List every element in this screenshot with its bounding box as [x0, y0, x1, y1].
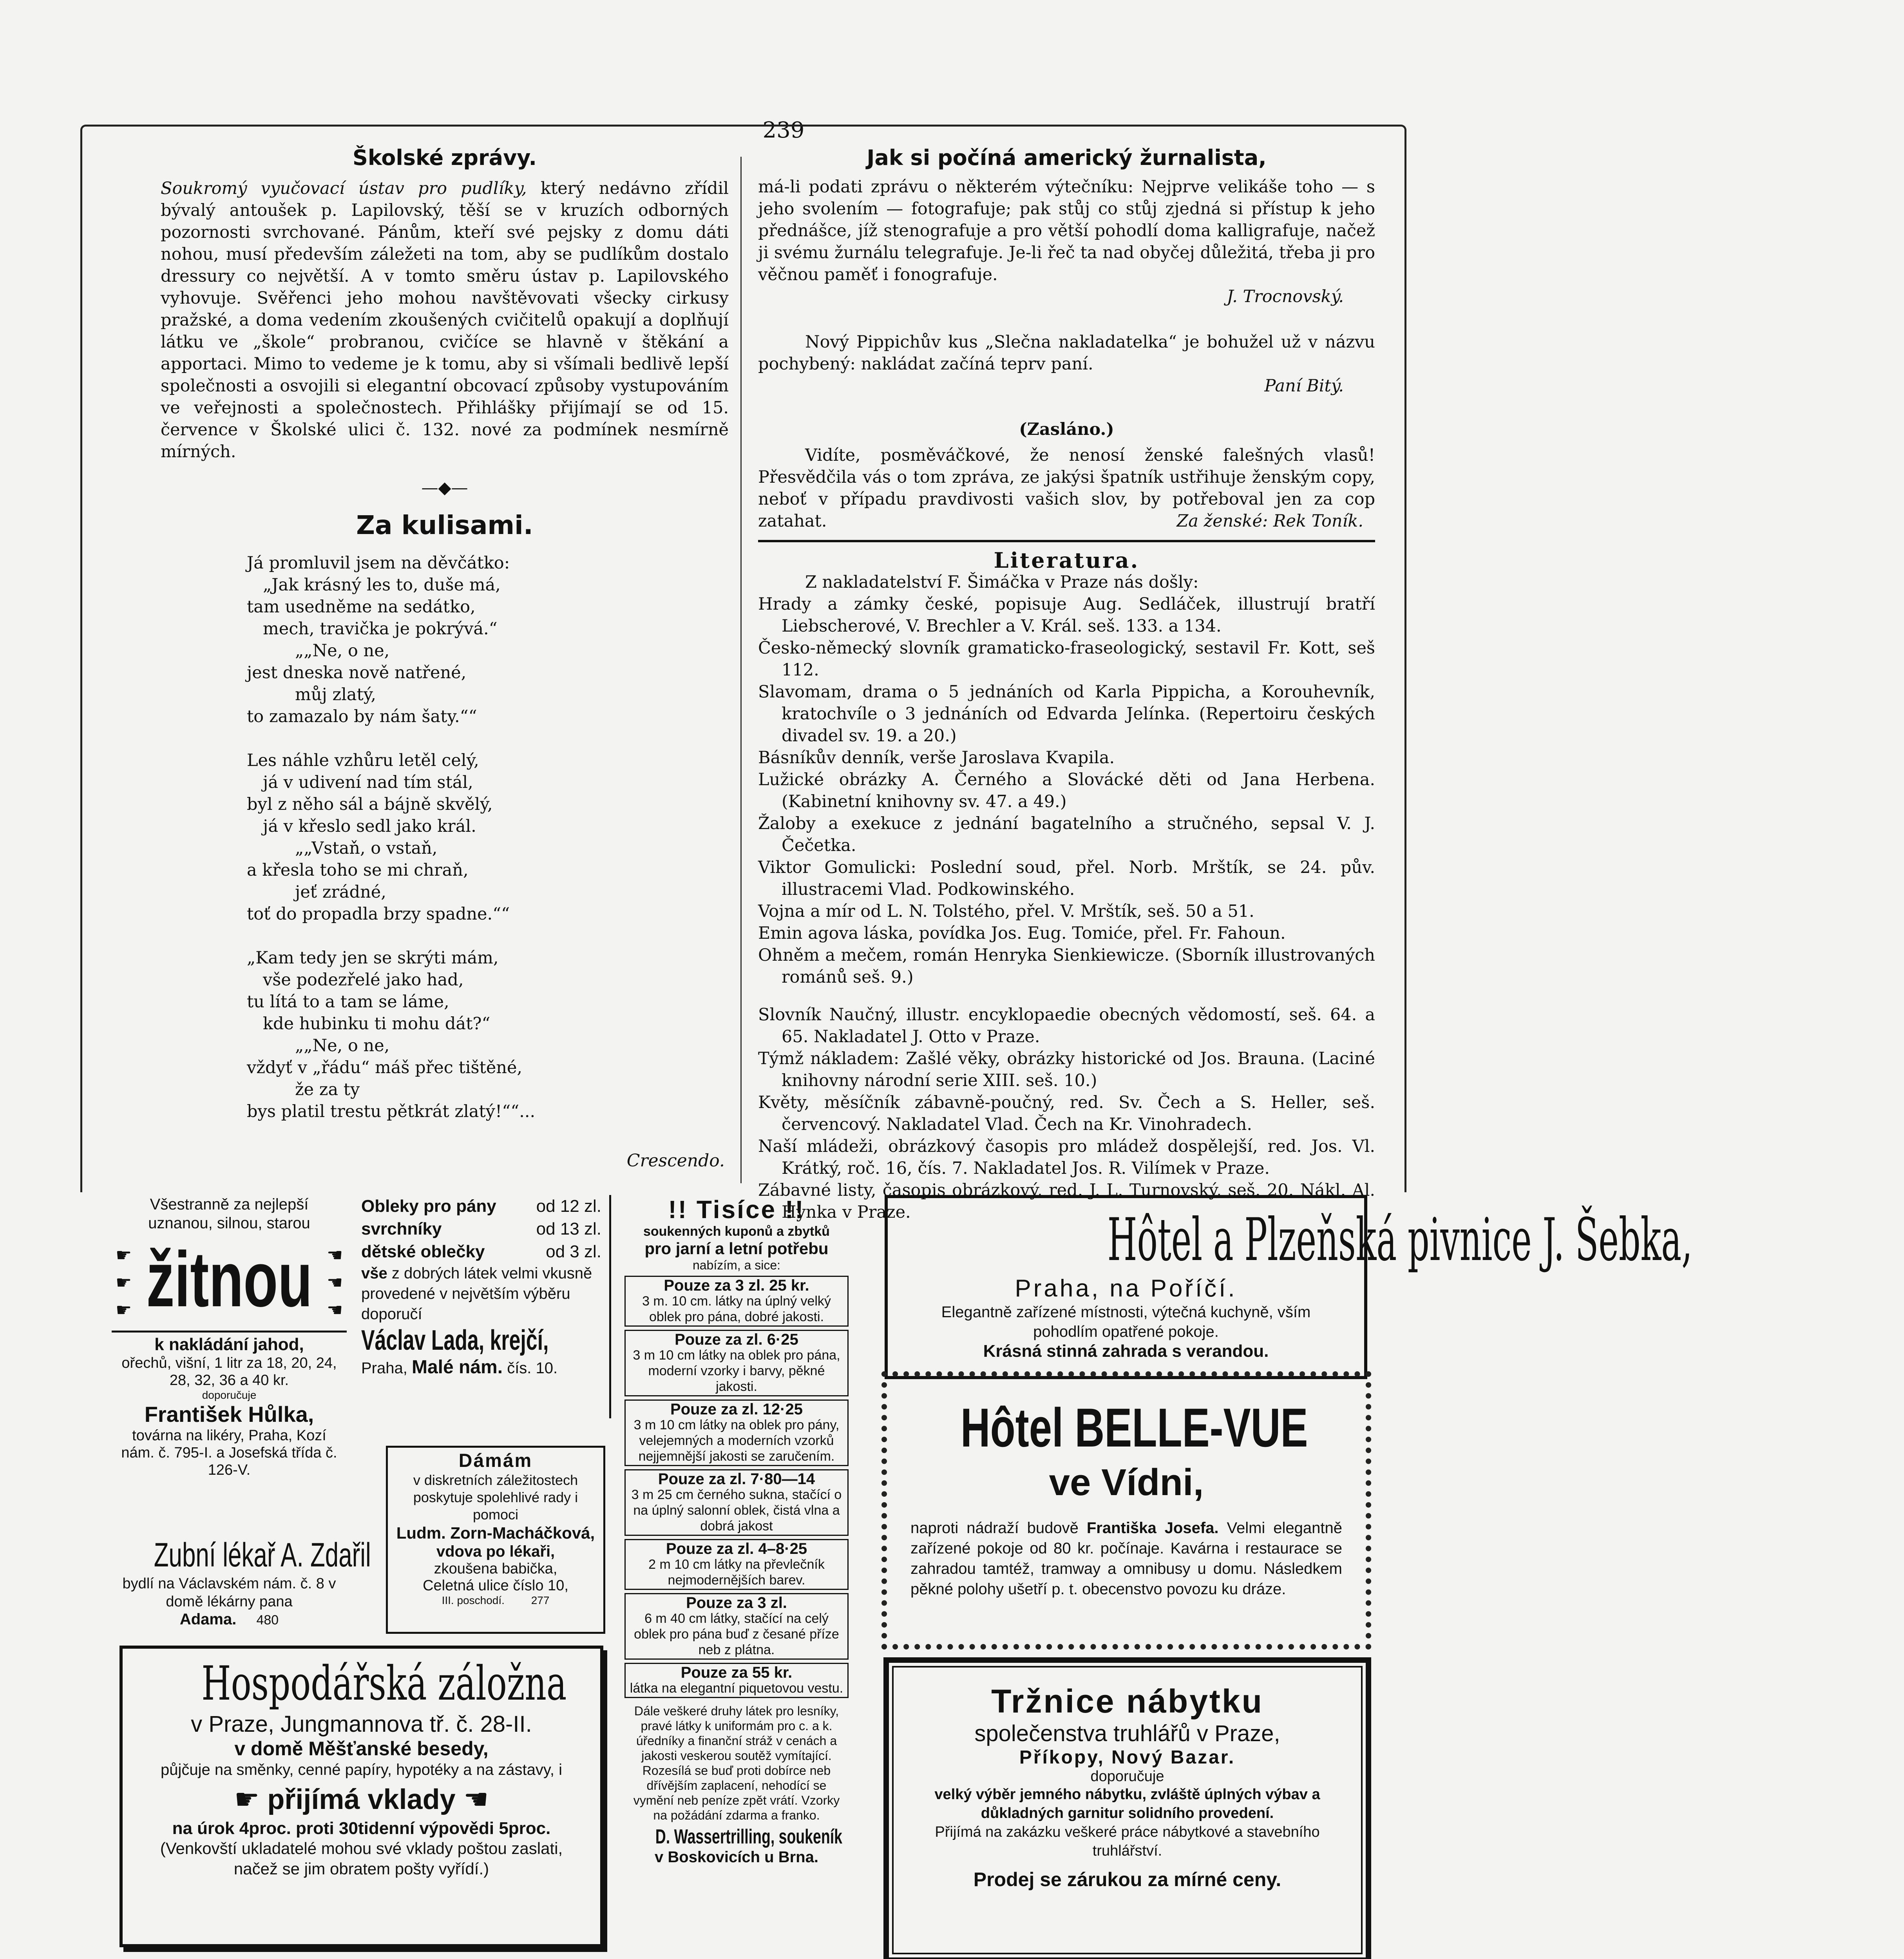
poem-line: toť do propadla brzy spadne.““	[247, 904, 510, 924]
price-box	[624, 1400, 849, 1466]
price-box-heading: Pouze za 3 zl. 25 kr.	[664, 1277, 809, 1294]
dentist-body: bydlí na Václavském nám. č. 8 v domě lékárny pana	[122, 1575, 336, 1610]
poem-line: „„Ne, o ne,	[247, 641, 390, 661]
poem-signature: Crescendo.	[626, 1151, 725, 1171]
price-box	[624, 1276, 849, 1327]
tisice-title: !! Tisíce !!	[668, 1195, 805, 1224]
trznice-recommends: doporučuje	[1090, 1768, 1164, 1785]
hand-icon: ☛	[326, 1245, 343, 1265]
literature-item: Básníkův denník, verše Jaroslava Kvapila.	[758, 748, 1115, 768]
zitnou-body: ořechů, višní, 1 litr za 18, 20, 24, 28, 32, 36 a 40 kr.	[121, 1355, 337, 1389]
poem-line: a křesla toho se mi chraň,	[247, 860, 469, 880]
poem-line: já v křeslo sedl jako král.	[247, 817, 476, 836]
poem-line: to zamazalo by nám šaty.““	[247, 707, 477, 726]
literature-list-2	[758, 1004, 1375, 1223]
poem	[247, 552, 729, 1123]
zalozna-accepts: přijímá vklady	[267, 1784, 456, 1815]
poem-line: tu lítá to a tam se láme,	[247, 992, 449, 1012]
poem-line: že za ty	[247, 1080, 360, 1099]
poem-line: „„Ne, o ne,	[247, 1036, 390, 1056]
zalozna-addr: v Praze, Jungmannova tř. č. 28-II.	[191, 1711, 532, 1737]
zalozna-title: Hospodářská záložna	[201, 1657, 567, 1711]
zitnou-top: Všestranně za nejlepší uznanou, silnou, starou	[148, 1196, 310, 1232]
zalozna-house: v domě Měšťanské besedy,	[234, 1738, 489, 1760]
school-news-title: Školské zprávy.	[352, 145, 537, 170]
price-box-text: 3 m. 10 cm. látky na úplný velký oblek pro pána, dobré jakosti.	[642, 1294, 831, 1324]
hand-icon: ☛	[326, 1272, 343, 1293]
literature-item: Viktor Gomulicki: Poslední soud, přel. Norb. Mrštík, se 24. pův. illustracemi Vlad. Podkowinského.	[758, 858, 1375, 899]
poem-line: „Jak krásný les to, duše má,	[247, 575, 501, 595]
zitnou-big: žitnou	[146, 1236, 312, 1323]
sebek-footer: Krásná stinná zahrada s verandou.	[983, 1342, 1269, 1361]
literature-item: Týmž nákladem: Zašlé věky, obrázky historické od Jos. Brauna. (Laciné knihovny národní serie XIII. seš. 10.)	[758, 1049, 1375, 1090]
lada-body: vše z dobrých látek velmi vkusně provedené v největším výběru doporučí	[361, 1265, 592, 1323]
hand-icon: ☛	[116, 1272, 132, 1293]
zitnou-recommends: doporučuje	[202, 1389, 257, 1401]
poem-line: jest dneska nově natřené,	[247, 663, 467, 683]
poem-line: vždyť v „řádu“ máš přec tištěné,	[247, 1058, 523, 1077]
zorn-body: v diskretních záležitostech poskytuje spolehlivé rady i pomoci	[413, 1472, 578, 1523]
bellevue-sub: ve Vídni,	[1049, 1461, 1204, 1503]
zitnou-brand	[112, 1233, 347, 1331]
sebek-title: Hôtel a Plzeňská pivnice J. Šebka,	[1107, 1206, 1692, 1274]
journalist-title: Jak si počíná americký žurnalista,	[867, 145, 1267, 170]
dentist-title: Zubní lékař A. Zdařil	[154, 1536, 371, 1574]
right-column	[758, 147, 1375, 1223]
trznice-sub: společenstva truhlářů v Praze,	[974, 1721, 1280, 1746]
literature-item: Zábavné listy, časopis obrázkový, red. J. L. Turnovský, seš. 20. Nákl. Al. Hynka v Praze.	[758, 1180, 1375, 1222]
literature-item: Slavomam, drama o 5 jednáních od Karla Pippicha, a Korouhevník, kratochvíle o 3 jednáních od Edvarda Jelínka. (Repertoiru českých divadel sv. 19. a 20.)	[758, 682, 1375, 746]
poem-line: Já promluvil jsem na děvčátko:	[247, 553, 510, 573]
zaslano-signature: Za ženské: Rek Toník.	[1176, 511, 1363, 531]
tisice-city: v Boskovicích u Brna.	[655, 1849, 818, 1866]
pippich-body: Nový Pippichův kus „Slečna nakladatelka“ je bohužel už v názvu pochybený: nakládat začíná teprv paní.	[758, 332, 1375, 374]
price-box	[624, 1593, 849, 1660]
zitnou-address: továrna na likéry, Praha, Kozí nám. č. 795-I. a Josefská třída č. 126-V.	[121, 1427, 337, 1478]
trznice-addr: Příkopy, Nový Bazar.	[1019, 1747, 1236, 1768]
hand-icon: ☛	[463, 1784, 489, 1815]
zorn-name: Ludm. Zorn-Macháčková,	[396, 1524, 595, 1542]
ad-dentist	[112, 1536, 371, 1653]
poem-line: kde hubinku ti mohu dát?“	[247, 1014, 490, 1034]
literature-item: Emin agova láska, povídka Jos. Eug. Tomiće, přel. Fr. Fahoun.	[758, 923, 1286, 943]
poem-line: vše podezřelé jako had,	[247, 970, 464, 990]
lada-line2: svrchníky od 13 zl.	[361, 1219, 601, 1238]
zalozna-accepts-row	[130, 1783, 592, 1816]
zorn-title: Dámám	[458, 1450, 533, 1471]
journalist-signature: J. Trocnovský.	[1227, 287, 1344, 306]
price-box-text: 2 m 10 cm látky na převlečník nejmodernějších barev.	[648, 1557, 825, 1588]
zalozna-note: (Venkovští ukladatelé mohou své vklady poštou zaslati, načež se jim obratem pošty vyřídí.)	[160, 1839, 563, 1878]
tisice-boxes	[619, 1276, 854, 1698]
lada-name: Václav Lada, krejčí,	[361, 1325, 549, 1356]
tisice-offer: nabízím, a sice:	[692, 1258, 781, 1272]
zitnou-sub: k nakládání jahod,	[112, 1331, 347, 1354]
separator: —◆—	[421, 478, 468, 498]
price-box	[624, 1330, 849, 1396]
price-box-heading: Pouze za zl. 4–8·25	[666, 1540, 807, 1557]
ad-tisice	[619, 1195, 854, 1959]
sebek-sub: Praha, na Poříčí.	[1015, 1275, 1237, 1302]
lada-address: Praha, Malé nám. čís. 10.	[361, 1357, 558, 1378]
literature-list	[758, 593, 1375, 988]
zorn-addr: Celetná ulice číslo 10,	[423, 1577, 568, 1594]
journalist-body: má-li podati zprávu o některém výtečníku: Nejprve velikáše toho — s jeho svolením — fotografuje; pak stůj co stůj zjedná si přístup k jeho přednášce, jíž stenografuje a pro větší pohodlí doma kalligrafuje, načež ji svému žurnálu telegrafuje. Je-li řeč ta nad obyčej důležitá, třeba ji pro věčnou paměť i fonografuje.	[758, 177, 1375, 284]
literature-item: Naší mládeži, obrázkový časopis pro mládež dospělejší, red. Jos. Vl. Krátký, roč. 16, čís. 7. Nakladatel Jos. R. Vilímek v Praze.	[758, 1137, 1375, 1178]
price-box-text: 3 m 10 cm látky na oblek pro pány, velejemných a moderních vzorků nejjemnější jakosti se zaručením.	[633, 1418, 840, 1464]
price-box	[624, 1539, 849, 1590]
ad-zitnou	[112, 1195, 347, 1522]
zorn-sub: zkoušena babička,	[434, 1561, 557, 1577]
poem-line	[247, 728, 729, 750]
poem-line: můj zlatý,	[247, 685, 376, 704]
zaslano-title: (Zasláno.)	[1019, 420, 1114, 439]
literature-item: Květy, měsíčník zábavně-poučný, red. Sv. Čech a S. Heller, seš. červencový. Nakladatel Vlad. Čech na Kr. Vinohradech.	[758, 1093, 1375, 1134]
literature-intro: Z nakladatelství F. Šimáčka v Praze nás došly:	[805, 572, 1199, 592]
literature-item: Žaloby a exekuce z jednání bagatelního a stručného, sepsal V. J. Čečetka.	[758, 814, 1375, 855]
pippich-signature: Paní Bitý.	[1264, 376, 1344, 396]
literature-item: Slovník Naučný, illustr. encyklopaedie obecných vědomostí, seš. 64. a 65. Nakladatel J. Otto v Praze.	[758, 1005, 1375, 1046]
price-box-text: 3 m 25 cm černého sukna, stačící o na úplný salonní oblek, čistá vlna a dobrá jakost	[631, 1487, 842, 1534]
bellevue-body: naproti nádraží budově Františka Josefa. Velmi elegantně zařízené pokoje od 80 kr. počínaje. Kavárna i restaurace se zahradou tamtéž, tramway a omnibusy u domu. Následkem pěkné polohy ušetří p. t. obecenstvo povozu ku drázе.	[910, 1519, 1342, 1598]
page-number: 239	[762, 118, 805, 143]
hand-icon: ☛	[234, 1784, 260, 1815]
school-news-body: Soukromý vyučovací ústav pro pudlíky, který nedávno zřídil bývalý antoušek p. Lapilovský, těší se v kruzích odborných pozornosti svrchované. Pánům, kteří své pejsky z domu dáti nohou, musí především záležeti na tom, aby se pudlíkům dostalo dressury co největší. A v tomto směru ústav p. Lapilovského vyhovuje. Svěřenci jeho mohou navštěvovati všecky cirkusy pražské, a doma vedením zkoušených cvičitelů opakují a doplňují látku ve „škole“ probranou, cvičíce se hlavně v štěkání a apportaci. Mimo to vedeme je k tomu, aby si všímali bedlivě lepší společnosti a osvojili si elegantní obcovací způsoby vystupováním ve veřejnosti a společnostech. Přihlášky přijímají se od 15. července v Školské ulici č. 132. nové za podmínek nesmírně mírných.	[161, 179, 729, 462]
literature-item: Vojna a mír od L. N. Tolstého, přel. V. Mrštík, seš. 50 a 51.	[758, 902, 1254, 921]
ad-sebek	[885, 1195, 1692, 1379]
tisice-body: Dále veškeré druhy látek pro lesníky, pravé látky k uniformám pro c. a k. úředníky a finanční stráž v cenách a jakosti veskerou soutěž vymítající. Rozesílá se buď proti dobírce neb dřívějším zaplacení, nehodící se vymění neb peníze zpět vrátí. Vzorky na požádání zdarma a franko.	[633, 1704, 840, 1822]
hand-icon: ☛	[116, 1300, 132, 1320]
sebek-body: Elegantně zařízené místnosti, výtečná kuchyně, vším pohodlím opatřené pokoje.	[941, 1304, 1311, 1340]
poem-line: Les náhle vzhůru letěl celý,	[247, 751, 479, 770]
price-box-heading: Pouze za 55 kr.	[681, 1664, 793, 1681]
hand-icon: ☛	[116, 1245, 132, 1265]
price-box-text: látka na elegantní piquetovou vestu.	[630, 1681, 843, 1696]
poem-line: já v udivení nad tím stál,	[247, 773, 473, 792]
literature-item: Hrady a zámky české, popisuje Aug. Sedláček, illustrují bratří Liebscherové, V. Brechler a V. Král. seš. 133. a 134.	[758, 594, 1375, 636]
dentist-footer	[112, 1611, 347, 1628]
ad-zalozna	[119, 1646, 603, 1947]
left-column	[161, 145, 729, 1171]
dentist-number: 480	[256, 1613, 279, 1628]
poem-line: bys platil trestu pětkrát zlatý!““...	[247, 1102, 536, 1121]
trznice-body1: velký výběr jemného nábytku, zvláště úplných výbav a důkladných garnitur solidního provedení.	[934, 1786, 1320, 1821]
ad-bellevue	[881, 1371, 1371, 1649]
poem-line	[247, 925, 729, 947]
tisice-name: D. Wassertrilling, soukeník	[655, 1825, 842, 1848]
bellevue-title: Hôtel BELLE-VUE	[960, 1397, 1308, 1458]
hand-icon: ☛	[326, 1300, 343, 1320]
poem-line: mech, travička je pokrývá.“	[247, 619, 498, 639]
price-box-heading: Pouze za 3 zl.	[686, 1594, 787, 1611]
tisice-sub2: pro jarní a letní potřebu	[644, 1239, 829, 1258]
poem-line: jeť zrádné,	[247, 882, 386, 902]
zitnou-name: František Hůlka,	[144, 1402, 314, 1427]
poem-line: tam usedněme na sedátko,	[247, 597, 476, 617]
zalozna-rate: na úrok 4proc. proti 30tidenní výpovědi 5proc.	[172, 1819, 551, 1838]
lada-line3: dětské oblečky od 3 zl.	[361, 1242, 601, 1261]
ad-trznice	[883, 1657, 1371, 1959]
literature-item: Česko-německý slovník gramaticko-fraseologický, sestavil Fr. Kott, seš 112.	[758, 638, 1375, 680]
trznice-footer: Prodej se zárukou za mírné ceny.	[973, 1868, 1281, 1890]
zorn-role: vdova po lékaři,	[436, 1543, 555, 1560]
trznice-body2: Přijímá na zakázku veškeré práce nábytkové a stavebního truhlářství.	[935, 1824, 1320, 1859]
lada-line1: Obleky pro pány od 12 zl.	[361, 1197, 601, 1216]
price-box-text: 6 m 40 cm látky, stačící na celý oblek pro pána buď z česané příze neb z plátna.	[634, 1611, 839, 1657]
trznice-title: Tržnice nábytku	[991, 1683, 1263, 1720]
price-box	[624, 1469, 849, 1536]
ad-lada	[353, 1195, 611, 1418]
zorn-footer: III. poschodí. 277	[442, 1594, 550, 1606]
poem-line: „„Vstaň, o vstaň,	[247, 838, 438, 858]
zalozna-lends: půjčuje na směnky, cenné papíry, hypotéky a na zástavy, i	[161, 1761, 562, 1778]
tisice-sub1: soukenných kuponů a zbytků	[643, 1224, 830, 1239]
zaslano-body: Vidíte, posměváčkové, že nenosí ženské falešných vlasů! Přesvědčila vás o tom zpráva, ze jakýsi špatník ustřihuje ženským copy, neboť v případu pravdivosti vašich slov, by potřeboval jen za cop zatahat.	[758, 445, 1375, 531]
literature-item: Ohněm a mečem, román Henryka Sienkiewicze. (Sborník illustrovaných románů seš. 9.)	[758, 945, 1375, 987]
price-box-heading: Pouze za zl. 7·80—14	[658, 1470, 815, 1488]
literature-title: Literatura.	[994, 548, 1140, 573]
literature-rule	[758, 540, 1375, 542]
price-box	[624, 1663, 849, 1698]
poem-line: byl z něho sál a bájně skvělý,	[247, 795, 493, 814]
ad-zorn	[386, 1446, 605, 1634]
literature-item: Lužické obrázky A. Černého a Slovácké děti od Jana Herbena. (Kabinetní knihovny sv. 47. a 49.)	[758, 770, 1375, 811]
poem-title: Za kulisami.	[356, 510, 533, 540]
column-divider	[740, 157, 742, 1183]
price-box-heading: Pouze za zl. 6·25	[675, 1331, 798, 1348]
price-box-heading: Pouze za zl. 12·25	[670, 1401, 803, 1418]
dentist-name: Adama.	[179, 1611, 237, 1628]
price-box-text: 3 m 10 cm látky na oblek pro pána, moderní vzorky i barvy, pěkné jakosti.	[633, 1348, 840, 1394]
poem-line: „Kam tedy jen se skrýti mám,	[247, 948, 499, 968]
